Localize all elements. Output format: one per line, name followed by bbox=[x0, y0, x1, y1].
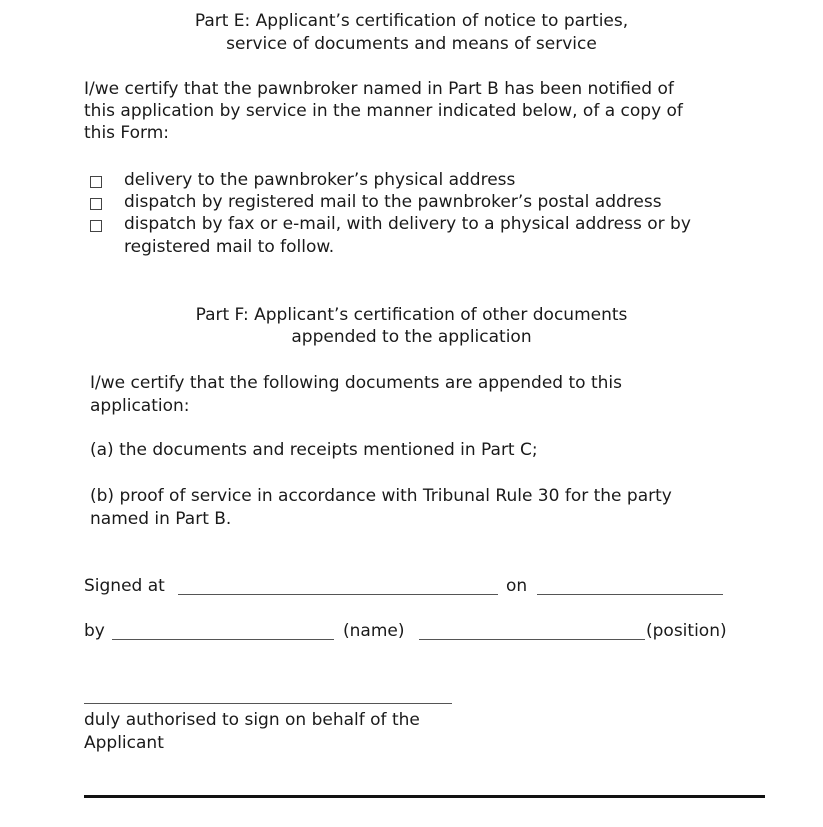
signatory-position-field[interactable] bbox=[419, 639, 645, 640]
part-f-item-b-line2: named in Part B. bbox=[90, 509, 232, 529]
part-f-heading-line1: Part F: Applicant’s certification of other documents bbox=[195, 305, 628, 325]
bottom-divider bbox=[84, 795, 765, 798]
part-e-heading-line1: Part E: Applicant’s certification of notice to parties, bbox=[194, 11, 629, 31]
part-f-item-b-line1: (b) proof of service in accordance with Tribunal Rule 30 for the party bbox=[90, 486, 672, 506]
signed-at-label: Signed at bbox=[84, 576, 165, 596]
name-label: (name) bbox=[343, 621, 405, 641]
option-fax-email-checkbox[interactable] bbox=[90, 220, 102, 232]
part-f-heading-line2: appended to the application bbox=[291, 327, 532, 347]
by-label: by bbox=[84, 621, 105, 641]
position-label: (position) bbox=[646, 621, 727, 641]
date-field[interactable] bbox=[537, 594, 723, 595]
authorised-line2: Applicant bbox=[84, 733, 164, 753]
part-e-body-line2: this application by service in the manner indicated below, of a copy of bbox=[84, 101, 683, 121]
part-f-body-line2: application: bbox=[90, 396, 190, 416]
option-fax-email-label-line2: registered mail to follow. bbox=[124, 237, 335, 257]
part-e-heading-line2: service of documents and means of service bbox=[226, 34, 597, 54]
part-f-body-line1: I/we certify that the following documents are appended to this bbox=[90, 373, 622, 393]
option-registered-mail-checkbox[interactable] bbox=[90, 198, 102, 210]
signed-at-field[interactable] bbox=[178, 594, 498, 595]
option-fax-email-label-line1: dispatch by fax or e-mail, with delivery to a physical address or by bbox=[124, 214, 691, 234]
signatory-name-field[interactable] bbox=[112, 639, 334, 640]
option-registered-mail-label: dispatch by registered mail to the pawnbroker’s postal address bbox=[124, 192, 662, 212]
part-f-item-a: (a) the documents and receipts mentioned in Part C; bbox=[90, 440, 538, 460]
on-label: on bbox=[506, 576, 528, 596]
authorised-line1: duly authorised to sign on behalf of the bbox=[84, 710, 420, 730]
option-delivery-label: delivery to the pawnbroker’s physical address bbox=[124, 170, 516, 190]
option-delivery-checkbox[interactable] bbox=[90, 176, 102, 188]
part-e-body-line3: this Form: bbox=[84, 123, 169, 143]
part-e-body-line1: I/we certify that the pawnbroker named in Part B has been notified of bbox=[84, 79, 674, 99]
signature-field[interactable] bbox=[84, 703, 452, 704]
